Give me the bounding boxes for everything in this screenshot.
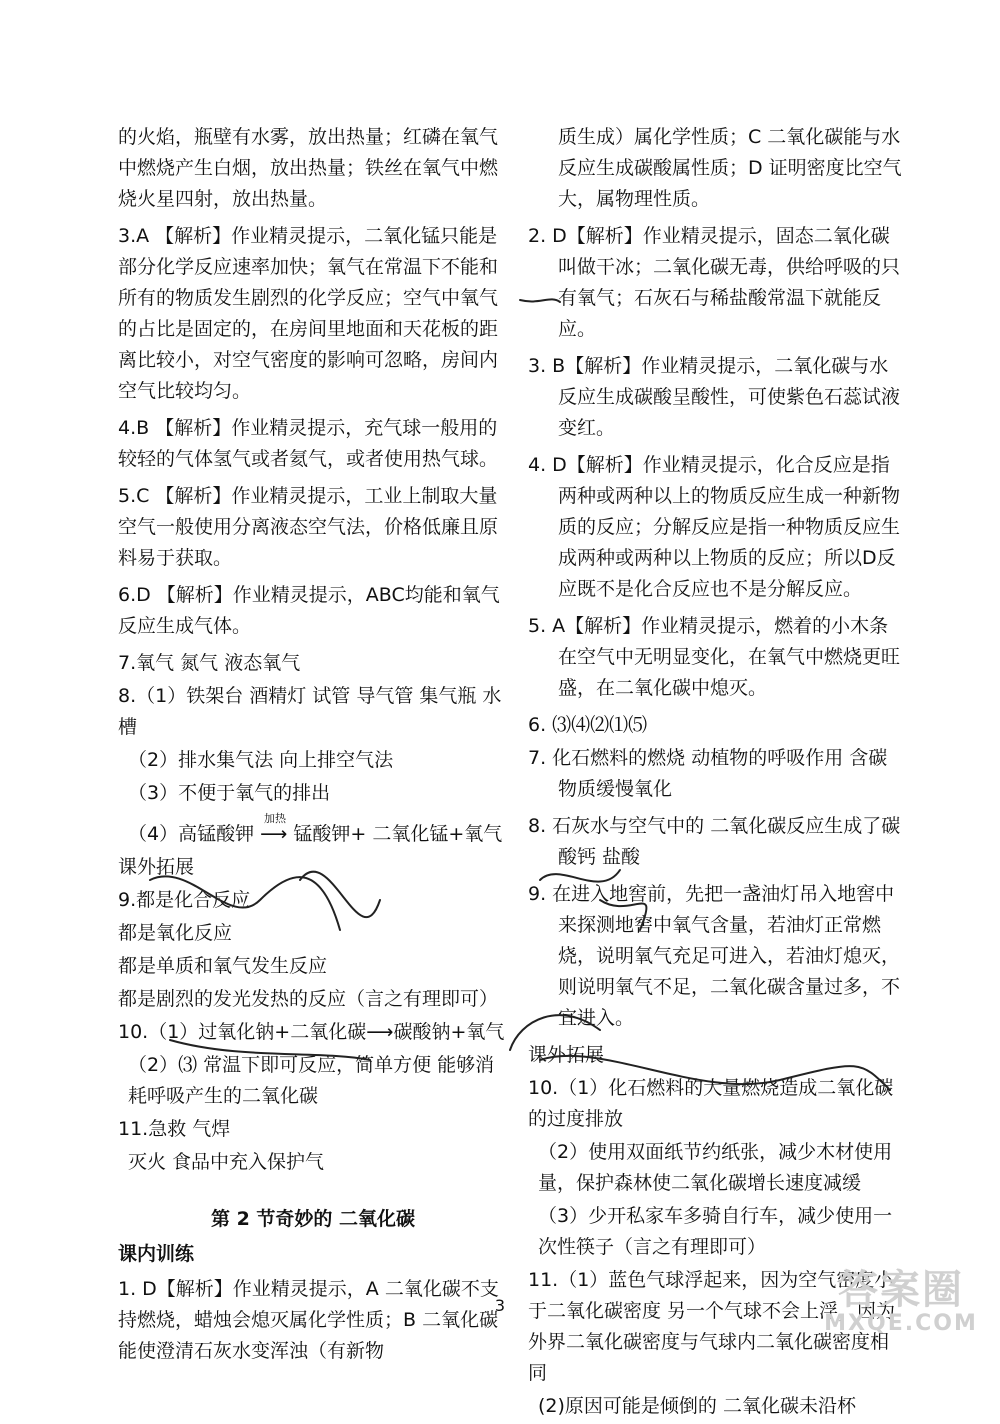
- answer-item: 4.B 【解析】作业精灵提示，充气球一般用的较轻的气体氢气或者氦气，或者使用热气球。: [118, 417, 499, 470]
- answer-item: 6.D 【解析】作业精灵提示，ABC均能和氧气反应生成气体。: [118, 584, 500, 637]
- answer-item: 3. B【解析】作业精灵提示，二氧化碳与水反应生成碳酸呈酸性，可使紫色石蕊试液变红。: [528, 355, 901, 439]
- section-subtitle: 课内训练: [118, 1243, 195, 1265]
- right-column: [528, 122, 906, 1424]
- answer-item: 3.A 【解析】作业精灵提示，二氧化锰只能是部分化学反应速率加快；氧气在常温下不能和所有的物质发生剧烈的化学反应；空气中氧气的占比是固定的，在房间里地面和天花板的距离比较小，对空气密度的影响可忽略，房间内空气比较均匀。: [118, 225, 499, 402]
- answer-item: (2)原因可能是倾倒的 二氧化碳未沿杯: [538, 1395, 856, 1417]
- extension-heading: 课外拓展: [118, 856, 195, 878]
- answer-item: 11.（1）蓝色气球浮起来，因为空气密度小于二氧化碳密度 另一个气球不会上浮，因为外界二氧化碳密度与气球内二氧化碳密度相同: [528, 1269, 896, 1384]
- watermark-title: 答案圈: [838, 1267, 964, 1313]
- answer-item: 8. 石灰水与空气中的 二氧化碳反应生成了碳酸钙 盐酸: [528, 815, 901, 868]
- page-number: 3: [494, 1296, 506, 1315]
- arrow-label: 加热: [264, 812, 286, 825]
- answer-item: 的火焰，瓶壁有水雾，放出热量；红磷在氧气中燃烧产生白烟，放出热量；铁丝在氧气中燃烧火星四射，放出热量。: [118, 126, 499, 210]
- answer-item: 9.都是化合反应: [118, 889, 251, 911]
- answer-item: 6. ⑶⑷⑵⑴⑸: [528, 714, 648, 736]
- answer-item: （3）少开私家车多骑自行车，减少使用一次性筷子（言之有理即可）: [538, 1205, 893, 1258]
- answer-item: 4. D【解析】作业精灵提示，化合反应是指两种或两种以上的物质反应生成一种新物质的反应；分解反应是指一种物质反应生成两种或两种以上物质的反应；所以D反应既不是化合反应也不是分解反应。: [528, 454, 901, 600]
- answer-item: 11.急救 气焊: [118, 1118, 231, 1140]
- answer-item: 5.C 【解析】作业精灵提示，工业上制取大量空气一般使用分离液态空气法，价格低廉且原料易于获取。: [118, 485, 499, 569]
- answer-item: 都是单质和氧气发生反应: [118, 955, 328, 977]
- answer-item: 7.氧气 氮气 液态氧气: [118, 652, 301, 674]
- answer-item: 2. D【解析】作业精灵提示，固态二氧化碳叫做干冰；二氧化碳无毒，供给呼吸的只有氧气；石灰石与稀盐酸常温下就能反应。: [528, 225, 901, 340]
- answer-item: （2）⑶ 常温下即可反应，简单方便 能够消耗呼吸产生的二氧化碳: [128, 1054, 495, 1107]
- answer-item: 灭火 食品中充入保护气: [128, 1151, 325, 1173]
- answer-item: （2）使用双面纸节约纸张，减少木材使用量，保护森林使二氧化碳增长速度减缓: [538, 1141, 893, 1194]
- answer-item: 1. D【解析】作业精灵提示，A 二氧化碳不支持燃烧，蜡烛会熄灭属化学性质；B 二氧化碳能使澄清石灰水变浑浊（有新物: [118, 1278, 499, 1362]
- watermark-url: MXQE.COM: [824, 1311, 978, 1336]
- answer-item: 10.（1）过氧化钠+二氧化碳⟶碳酸钠+氧气: [118, 1021, 505, 1043]
- answer-item: 9. 在进入地窖前，先把一盏油灯吊入地窖中来探测地窖中氧气含量，若油灯正常燃烧，说明氧气充足可进入，若油灯熄灭，则说明氧气不足，二氧化碳含量过多，不宜进入。: [528, 883, 901, 1029]
- watermark-logo: [816, 1268, 986, 1338]
- answer-item: 8.（1）铁架台 酒精灯 试管 导气管 集气瓶 水槽: [118, 685, 502, 738]
- answer-item: 都是氧化反应: [118, 922, 233, 944]
- answer-item: 都是剧烈的发光发热的反应（言之有理即可）: [118, 988, 499, 1010]
- answer-item: 5. A【解析】作业精灵提示，燃着的小木条在空气中无明显变化，在氧气中燃烧更旺盛，在二氧化碳中熄灭。: [528, 615, 901, 699]
- answer-item: 10.（1）化石燃料的大量燃烧造成二氧化碳的过度排放: [528, 1077, 894, 1130]
- equation-text: （4）高锰酸钾 ⟶ 锰酸钾+ 二氧化锰+氧气: [128, 823, 503, 845]
- equation-line: [128, 812, 508, 850]
- answer-item: 7. 化石燃料的燃烧 动植物的呼吸作用 含碳物质缓慢氧化: [528, 747, 888, 800]
- left-column: [118, 122, 508, 1373]
- answer-item: （2）排水集气法 向上排空气法: [128, 749, 394, 771]
- extension-heading: 课外拓展: [528, 1044, 605, 1066]
- answer-item: 质生成）属化学性质；C 二氧化碳能与水反应生成碳酸属性质；D 证明密度比空气大，属物理性质。: [558, 126, 902, 210]
- answer-item: （3）不便于氧气的排出: [128, 782, 331, 804]
- section-title: 第 2 节奇妙的 二氧化碳: [210, 1208, 416, 1230]
